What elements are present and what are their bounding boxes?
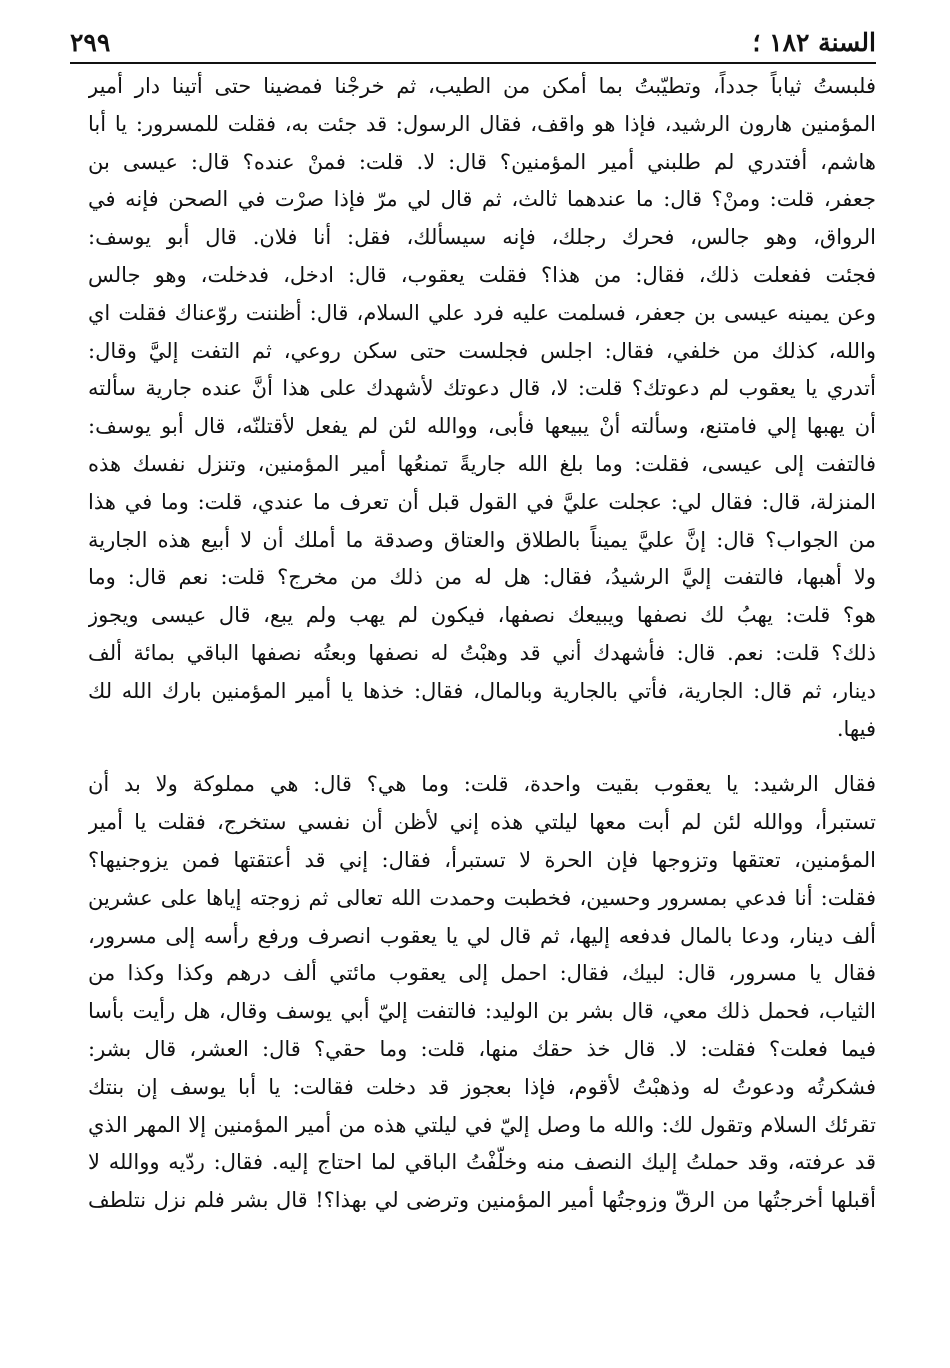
text-line: المنزلة، قال: فقال لي: عجلت عليَّ في القول قبل أن تعرف ما عندي، قلت: وما في هذا [88, 489, 876, 514]
paragraph-gap [88, 748, 876, 766]
text-line: جعفر، قلت: ومنْ؟ قال: ما عندهما ثالث، ثم قال لي مرّ فإذا صرْت في الصحن فإنه في [88, 187, 876, 212]
text-line: تقرئك السلام وتقول لك: والله ما وصل إليّ في ليلتي هذه من أمير المؤمنين إلا المهر الذي [88, 1112, 876, 1137]
text-line: أقبلها أخرجتُها من الرقّ وزوجتُها أمير المؤمنين وترضى لي بهذا؟! قال بشر فلم نزل نتلطف [88, 1188, 876, 1213]
text-line: فلبستُ ثياباً جدداً، وتطيّبتُ بما أمكن من الطيب، ثم خرجْنا فمضينا حتى أتينا دار أمير [88, 74, 876, 98]
text-line: قد عرفته، وقد حملتُ إليك النصف منه وخلّفْتُ الباقي لما احتاج إليه. فقال: ردّيه ووالله لا [88, 1150, 876, 1175]
text-line: فيما فعلت؟ فقلت: لا. قال خذ حقك منها، قلت: وما حقي؟ قال: العشر، قال بشر: [88, 1036, 876, 1061]
text-line: المؤمنين، تعتقها وتزوجها فإن الحرة لا تستبرأ، فقال: إني قد أعتقتها فمن يزوجنيها؟ [88, 847, 876, 872]
text-line: فالتفت إلى عيسى، فقلت: وما بلغ الله جاريةً تمنعُها أمير المؤمنين، وتنزل نفسك هذه [88, 451, 876, 476]
text-line: المؤمنين هارون الرشيد، فإذا هو واقف، فقال الرسول: قد جئت به، فقلت للمسرور: يا أبا [88, 111, 876, 136]
text-line: هو؟ قلت: يهبُ لك نصفها ويبيعك نصفها، فيكون لم يهب ولم يبع، قال عيسى ويجوز [88, 603, 876, 628]
text-line: الرواق، وهو جالس، فحرك رجلك، فإنه سيسألك، فقل: أنا فلان. قال أبو يوسف: [88, 225, 876, 250]
page-number: ٢٩٩ [70, 28, 111, 57]
text-line: وعن يمينه عيسى بن جعفر، فسلمت عليه فرد علي السلام، قال: أظننت روّعناك فقلت اي [88, 300, 876, 325]
text-line: فشكرتُه ودعوتُ له وذهبْتُ لأقوم، فإذا بعجوز قد دخلت فقالت: يا أبا يوسف إن بنتك [88, 1074, 876, 1099]
text-line: فقلت: أنا فدعي بمسرور وحسين، فخطبت وحمدت الله تعالى ثم زوجته إياها على عشرين [88, 885, 876, 910]
text-line: دينار، ثم قال: الجارية، فأتي بالجارية وبالمال، فقال: خذها يا أمير المؤمنين بارك الله لك [88, 678, 876, 703]
body-text [88, 68, 876, 1220]
text-line: أتدري يا يعقوب لم دعوتك؟ قلت: لا، قال دعوتك لأشهدك على هذا أنَّ عنده جارية سألته [88, 376, 876, 401]
text-line: فقال الرشيد: يا يعقوب بقيت واحدة، قلت: وما هي؟ قال: هي مملوكة ولا بد أن [88, 772, 876, 797]
text-line: تستبرأ، ووالله لئن لم أبت معها ليلتي هذه إني لأظن أن نفسي ستخرج، فقلت يا أمير [88, 810, 876, 835]
text-line: ولا أهبها، فالتفت إليَّ الرشيدُ، فقال: هل له من ذلك من مخرج؟ قلت: نعم قال: وما [88, 565, 876, 590]
text-line: ألف دينار، ودعا بالمال فدفعه إليها، ثم قال لي يا يعقوب انصرف ورفع رأسه إلى مسرور، [88, 923, 876, 948]
page-header [70, 26, 876, 60]
paragraph [88, 68, 876, 748]
text-line: فيها. [836, 716, 876, 741]
text-line: الثياب، فحمل ذلك معي، قال بشر بن الوليد: فالتفت إليّ أبي يوسف وقال، هل رأيت بأسا [88, 999, 876, 1024]
text-line: فقال يا مسرور، قال: لبيك، فقال: احمل إلى يعقوب مائتي ألف درهم وكذا وكذا من [88, 961, 876, 986]
text-line: والله، كذلك من خلفي، فقال: اجلس فجلست حتى سكن روعي، ثم التفت إليَّ وقال: [88, 338, 876, 363]
text-line: هاشم، أفتدري لم طلبني أمير المؤمنين؟ قال: لا. قلت: فمنْ عنده؟ قال: عيسى بن [88, 149, 876, 174]
text-line: ذلك؟ قلت: نعم. قال: فأشهدك أني قد وهبْتُ له نصفها وبعتُه نصفها الباقي بمائة ألف [88, 640, 876, 665]
paragraph [88, 766, 876, 1220]
running-head: السنة ١٨٢ ؛ [752, 28, 876, 57]
header-rule [70, 62, 876, 64]
text-line: فجئت ففعلت ذلك، فقال: من هذا؟ فقلت يعقوب، قال: ادخل، فدخلت، وهو جالس [88, 262, 876, 287]
text-line: من الجواب؟ قال: إنَّ عليَّ يميناً بالطلاق والعتاق وصدقة ما أملك أن لا أبيع هذه الجارية [88, 527, 876, 552]
text-line: أن يهبها إلي فامتنع، وسألته أنْ يبيعها فأبى، ووالله لئن لم يفعل لأقتلنّه، قال أبو يوسف: [88, 414, 876, 439]
